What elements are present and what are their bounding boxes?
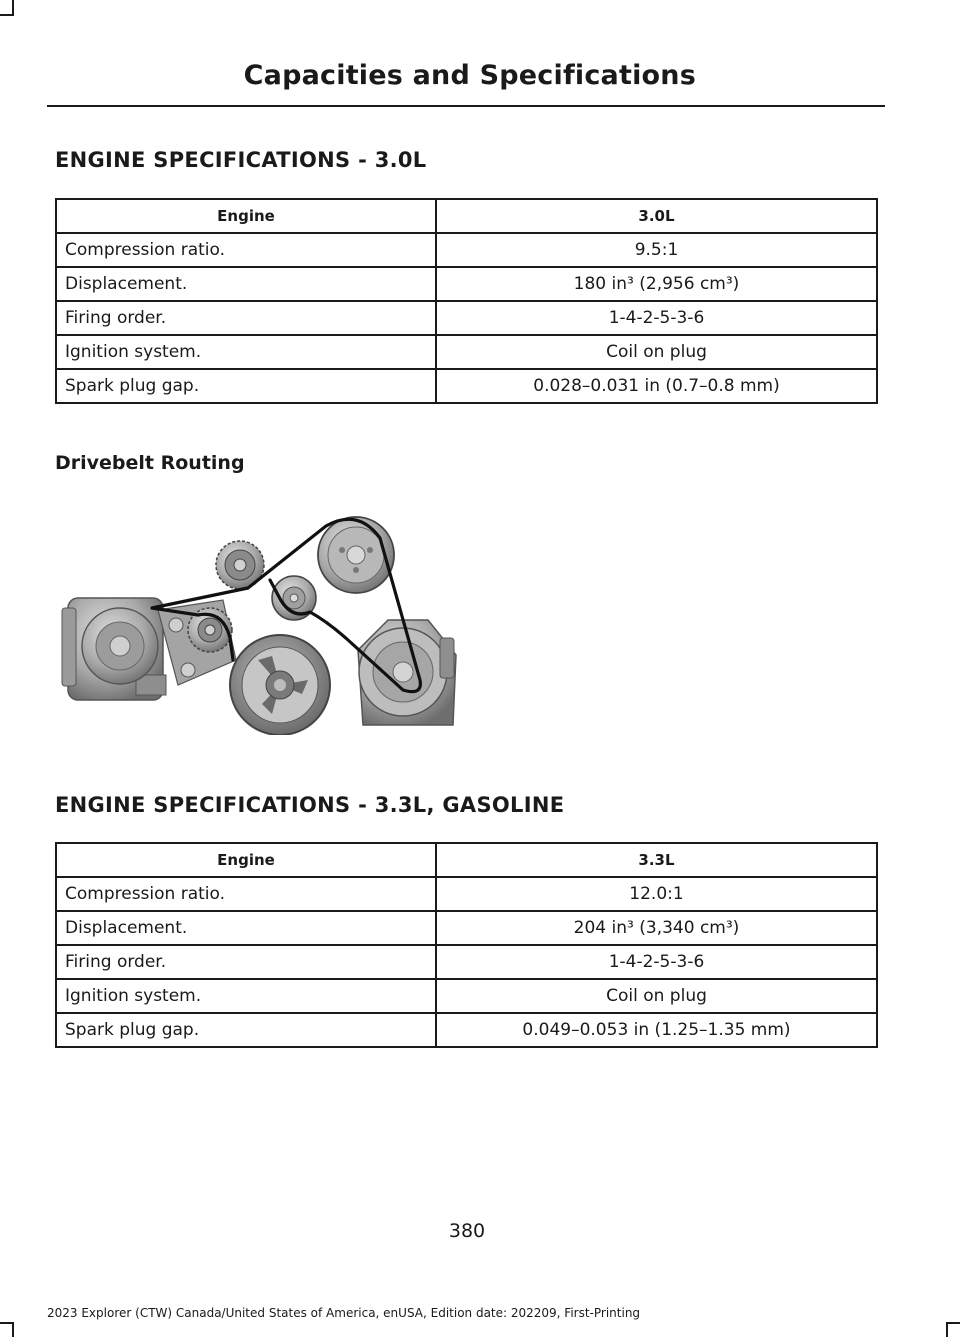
crop-mark	[946, 1322, 948, 1337]
column-header: Engine	[56, 843, 436, 877]
row-label: Displacement.	[56, 911, 436, 945]
table-row	[56, 877, 877, 911]
row-label: Firing order.	[56, 945, 436, 979]
row-label: Compression ratio.	[56, 233, 436, 267]
table-row	[56, 911, 877, 945]
footer-edition-info: 2023 Explorer (CTW) Canada/United States of America, enUSA, Edition date: 202209, First-Printing	[47, 1306, 641, 1320]
row-value: 1-4-2-5-3-6	[436, 301, 877, 335]
section-heading-3-0l: ENGINE SPECIFICATIONS - 3.0L	[55, 148, 427, 172]
row-label: Ignition system.	[56, 979, 436, 1013]
drivebelt-routing-heading: Drivebelt Routing	[55, 452, 245, 474]
row-label: Displacement.	[56, 267, 436, 301]
table-row	[56, 945, 877, 979]
page-number: 380	[448, 1220, 486, 1242]
column-header: 3.0L	[436, 199, 877, 233]
ac-compressor	[62, 598, 166, 700]
table-header-row	[56, 843, 877, 877]
header-rule	[47, 105, 885, 107]
crop-mark	[946, 1322, 960, 1324]
water-pump-pulley	[318, 517, 394, 593]
row-value: 12.0:1	[436, 877, 877, 911]
table-row	[56, 267, 877, 301]
row-value: 9.5:1	[436, 233, 877, 267]
row-label: Spark plug gap.	[56, 369, 436, 403]
spec-table-3-3l	[55, 842, 878, 1048]
table-header-row	[56, 199, 877, 233]
row-value: 0.028–0.031 in (0.7–0.8 mm)	[436, 369, 877, 403]
row-value: Coil on plug	[436, 335, 877, 369]
table-row	[56, 335, 877, 369]
section-heading-3-3l: ENGINE SPECIFICATIONS - 3.3L, GASOLINE	[55, 793, 565, 817]
column-header: Engine	[56, 199, 436, 233]
row-value: Coil on plug	[436, 979, 877, 1013]
crankshaft-pulley	[230, 635, 330, 735]
crop-mark	[12, 0, 14, 14]
crop-mark	[12, 1322, 14, 1337]
table-row	[56, 1013, 877, 1047]
row-value: 204 in³ (3,340 cm³)	[436, 911, 877, 945]
spec-table-3-0l	[55, 198, 878, 404]
drivebelt-routing-diagram	[58, 510, 463, 735]
crop-mark	[0, 1322, 14, 1324]
row-label: Ignition system.	[56, 335, 436, 369]
column-header: 3.3L	[436, 843, 877, 877]
row-value: 0.049–0.053 in (1.25–1.35 mm)	[436, 1013, 877, 1047]
row-label: Compression ratio.	[56, 877, 436, 911]
row-label: Spark plug gap.	[56, 1013, 436, 1047]
table-row	[56, 979, 877, 1013]
page-header-title: Capacities and Specifications	[243, 60, 696, 91]
table-row	[56, 369, 877, 403]
row-label: Firing order.	[56, 301, 436, 335]
row-value: 180 in³ (2,956 cm³)	[436, 267, 877, 301]
table-row	[56, 233, 877, 267]
crop-mark	[0, 14, 14, 16]
table-row	[56, 301, 877, 335]
row-value: 1-4-2-5-3-6	[436, 945, 877, 979]
